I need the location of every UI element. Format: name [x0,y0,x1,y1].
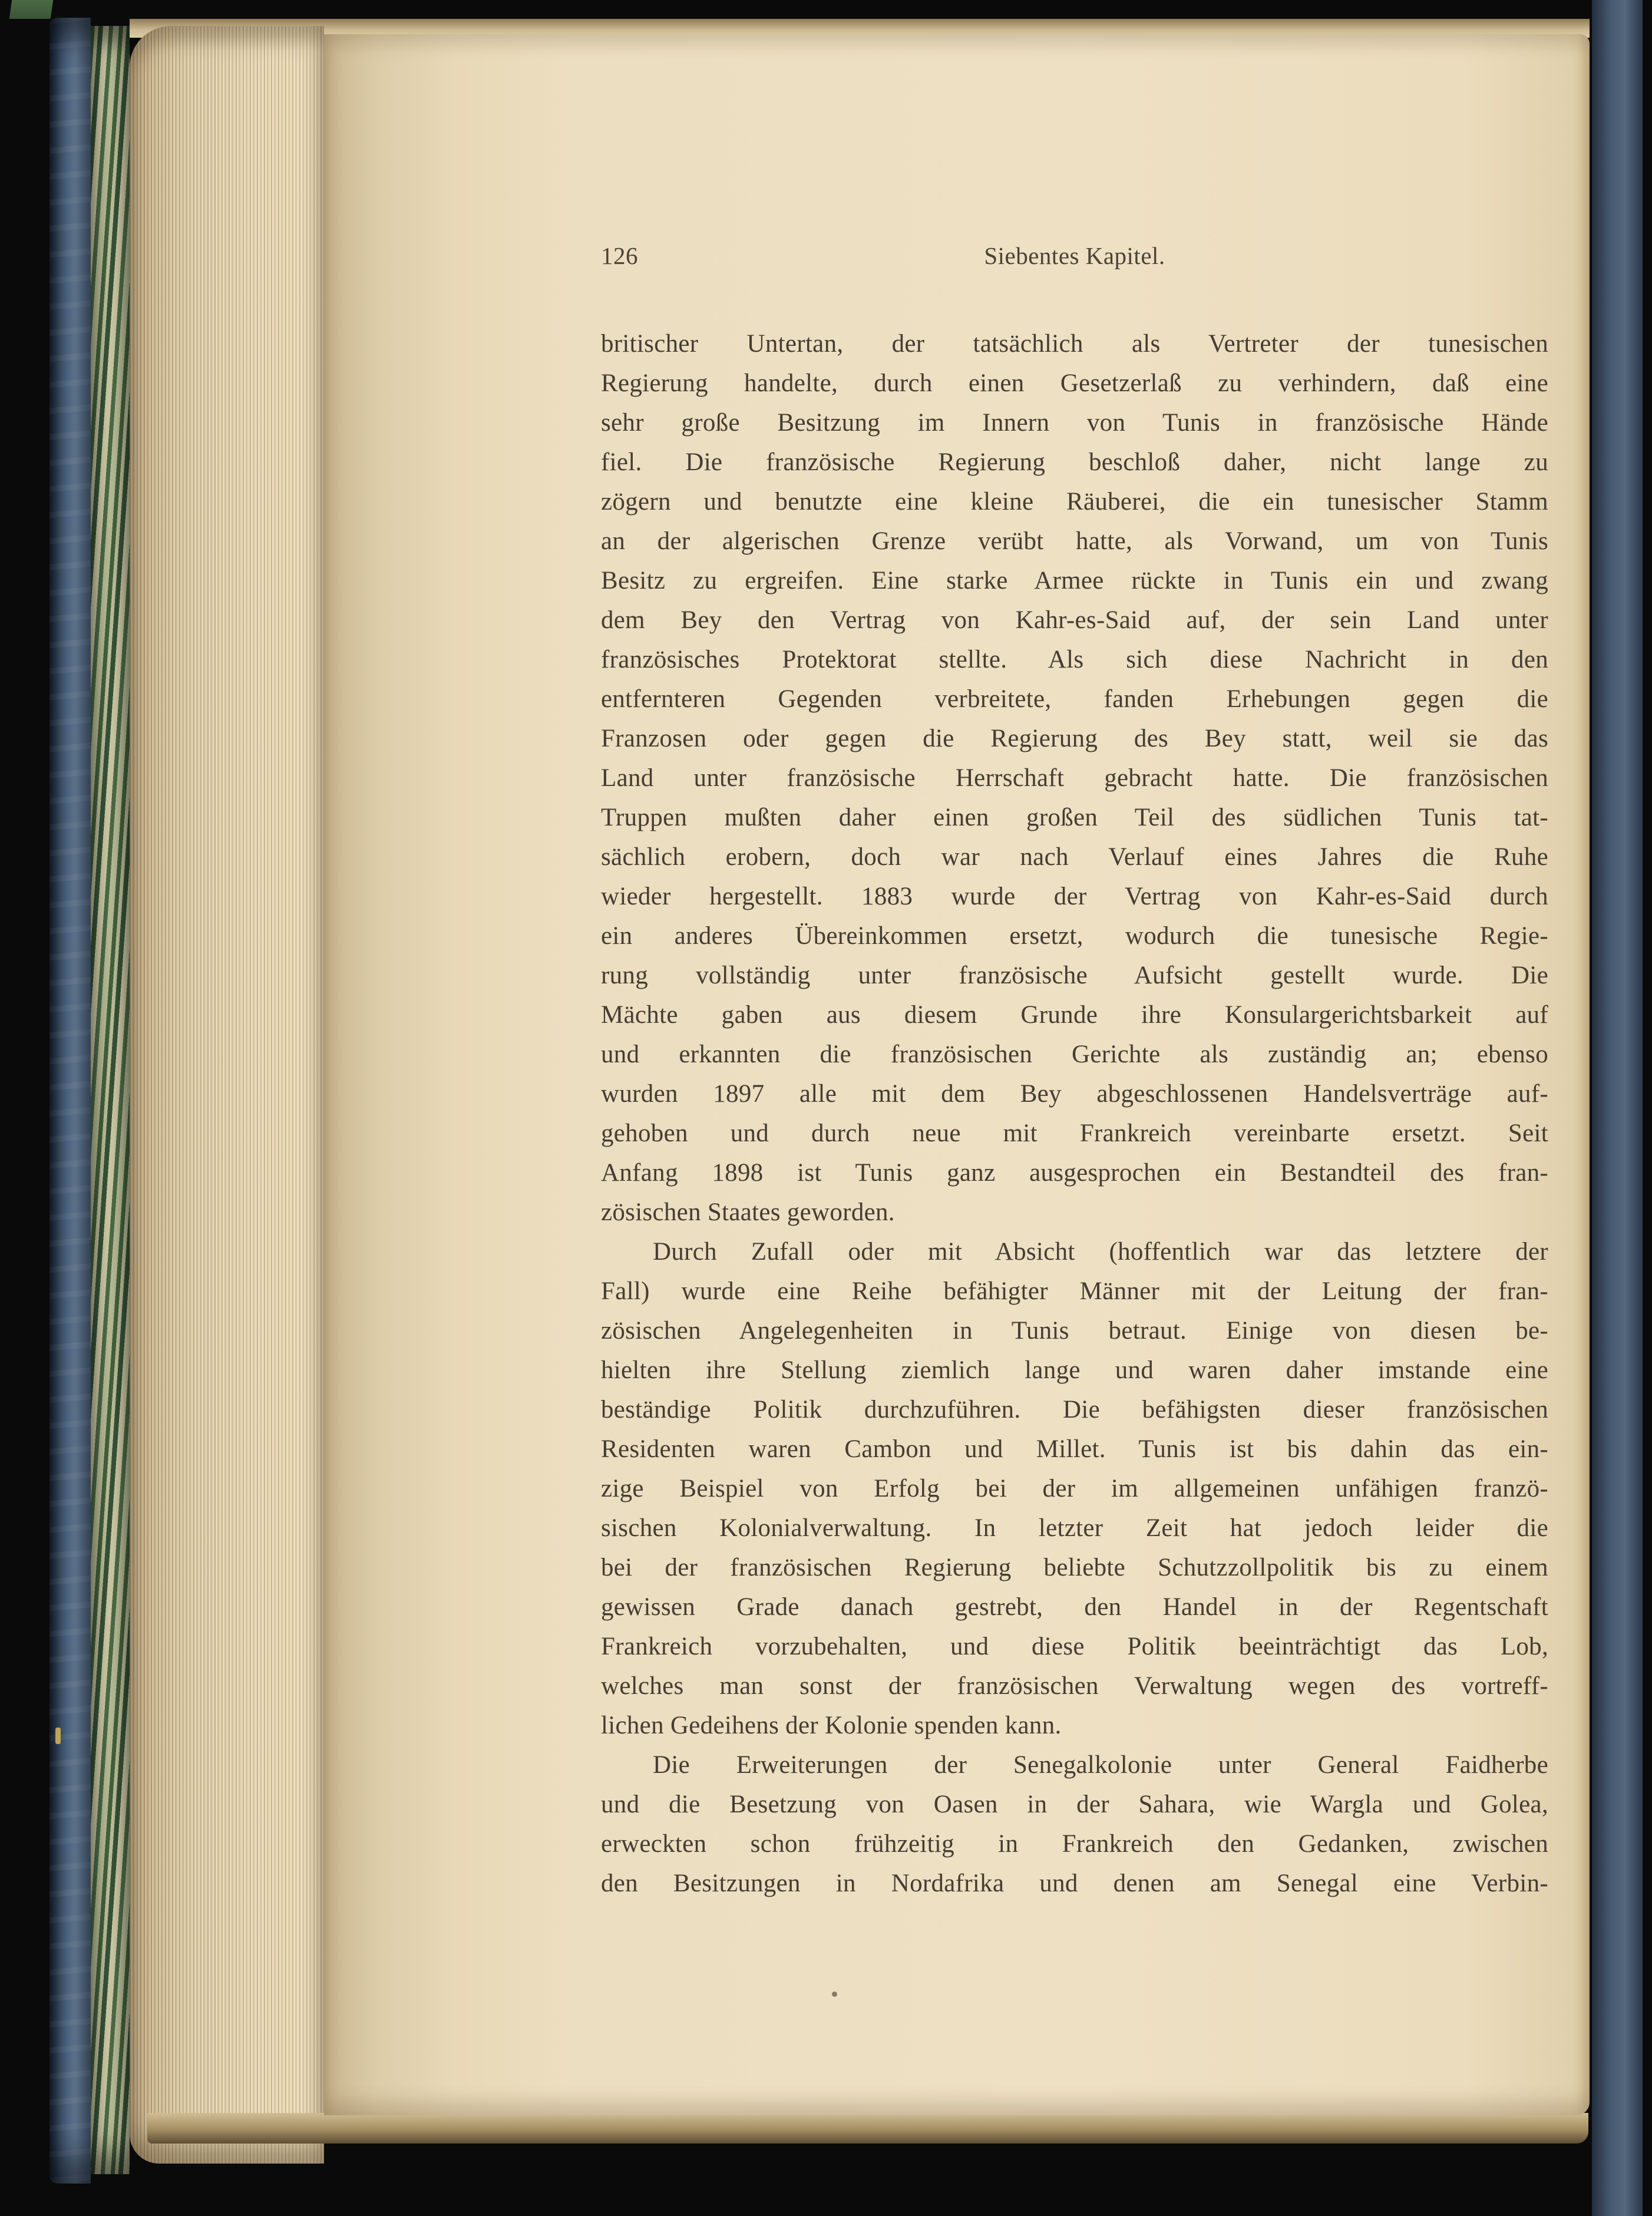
text-line: Land unter französische Herrschaft gebracht hatte. Die französischen [601,764,1548,792]
text-line: britischer Untertan, der tatsächlich als Vertreter der tunesischen [601,330,1548,358]
text-line: Besitz zu ergreifen. Eine starke Armee rückte in Tunis ein und zwang [601,567,1548,595]
text-line: Durch Zufall oder mit Absicht (hoffentlich war das letztere der [653,1238,1548,1266]
text-line: beständige Politik durchzuführen. Die befähigsten dieser französischen [601,1396,1548,1424]
text-line: fiel. Die französische Regierung beschloß daher, nicht lange zu [601,448,1548,476]
text-line: gehoben und durch neue mit Frankreich vereinbarte ersetzt. Seit [601,1119,1548,1147]
text-line: Franzosen oder gegen die Regierung des Bey statt, weil sie das [601,725,1548,752]
text-line: zige Beispiel von Erfolg bei der im allgemeinen unfähigen franzö- [601,1475,1548,1502]
text-line: Mächte gaben aus diesem Grunde ihre Konsulargerichtsbarkeit auf [601,1001,1548,1029]
body-text [601,324,1548,1903]
text-line: Die Erweiterungen der Senegalkolonie unter General Faidherbe [653,1751,1548,1779]
text-line: wurden 1897 alle mit dem Bey abgeschlossenen Handelsverträge auf- [601,1080,1548,1108]
text-line: sehr große Besitzung im Innern von Tunis in französische Hände [601,409,1548,437]
text-line: bei der französischen Regierung beliebte Schutzzollpolitik bis zu einem [601,1554,1548,1581]
text-line: sischen Kolonialverwaltung. In letzter Zeit hat jedoch leider die [601,1514,1548,1542]
text-line: an der algerischen Grenze verübt hatte, als Vorwand, um von Tunis [601,527,1548,555]
text-line: hielten ihre Stellung ziemlich lange und waren daher imstande eine [601,1356,1548,1384]
green-cloth-corner [9,0,53,19]
page-fore-edge-stack [130,26,324,2164]
text-line: rung vollständig unter französische Aufsicht gestellt wurde. Die [601,962,1548,989]
text-line: und die Besetzung von Oasen in der Sahara, wie Wargla und Golea, [601,1791,1548,1818]
patterned-endpaper-strip [91,26,130,2174]
page-number: 126 [601,242,638,269]
book-spine-cloth [49,18,91,2184]
text-line: zösischen Angelegenheiten in Tunis betraut. Einige von diesen be- [601,1317,1548,1345]
text-line: welches man sonst der französischen Verwaltung wegen des vortreff- [601,1672,1548,1700]
text-line: zösischen Staates geworden. [601,1198,895,1226]
text-line: Frankreich vorzubehalten, und diese Politik beeinträchtigt das Lob, [601,1633,1548,1660]
book-page [324,34,1590,2115]
text-line: gewissen Grade danach gestrebt, den Handel in der Regentschaft [601,1593,1548,1621]
print-speck [832,1992,837,1997]
paragraph [601,324,1548,1232]
spine-yellow-mark [55,1728,61,1744]
text-line: wieder hergestellt. 1883 wurde der Vertrag von Kahr-es-Said durch [601,883,1548,910]
text-line: Fall) wurde eine Reihe befähigter Männer mit der Leitung der fran- [601,1277,1548,1305]
text-line: den Besitzungen in Nordafrika und denen am Senegal eine Verbin- [601,1870,1548,1897]
paragraph [601,1232,1548,1745]
text-line: dem Bey den Vertrag von Kahr-es-Said auf, der sein Land unter [601,606,1548,634]
text-line: entfernteren Gegenden verbreitete, fanden Erhebungen gegen die [601,685,1548,713]
text-line: und erkannten die französischen Gerichte als zuständig an; ebenso [601,1041,1548,1068]
text-line: Truppen mußten daher einen großen Teil des südlichen Tunis tat- [601,804,1548,831]
text-line: Residenten waren Cambon und Millet. Tunis ist bis dahin das ein- [601,1435,1548,1463]
text-line: sächlich erobern, doch war nach Verlauf eines Jahres die Ruhe [601,843,1548,871]
text-line: zögern und benutzte eine kleine Räuberei, die ein tunesischer Stamm [601,488,1548,516]
text-line: Regierung handelte, durch einen Gesetzerlaß zu verhindern, daß eine [601,369,1548,397]
text-line: ein anderes Übereinkommen ersetzt, wodurch die tunesische Regie- [601,922,1548,950]
chapter-title: Siebentes Kapitel. [984,242,1165,269]
running-header [601,242,1548,275]
page-stack-bottom-edge [147,2113,1588,2144]
text-line: französisches Protektorat stellte. Als sich diese Nachricht in den [601,646,1548,673]
text-line: erweckten schon frühzeitig in Frankreich den Gedanken, zwischen [601,1830,1548,1858]
paragraph [601,1745,1548,1903]
text-line: lichen Gedeihens der Kolonie spenden kann. [601,1712,1062,1739]
back-cover-edge [1592,0,1643,2216]
text-line: Anfang 1898 ist Tunis ganz ausgesprochen ein Bestandteil des fran- [601,1159,1548,1187]
